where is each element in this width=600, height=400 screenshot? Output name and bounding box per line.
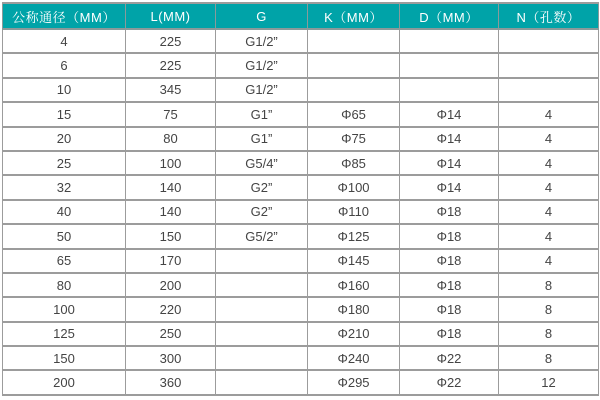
- cell-L: 140: [126, 175, 216, 199]
- cell-L: 225: [126, 29, 216, 53]
- cell-nominal-diameter: 150: [3, 346, 126, 370]
- cell-K: Φ160: [308, 273, 400, 297]
- cell-N: 4: [499, 224, 599, 248]
- cell-N: 4: [499, 249, 599, 273]
- cell-nominal-diameter: 25: [3, 151, 126, 175]
- cell-nominal-diameter: 50: [3, 224, 126, 248]
- cell-nominal-diameter: 80: [3, 273, 126, 297]
- cell-D: Φ18: [400, 273, 499, 297]
- cell-D: Φ22: [400, 370, 499, 395]
- table-row: [3, 175, 599, 199]
- table-row: [3, 151, 599, 175]
- cell-K: Φ145: [308, 249, 400, 273]
- cell-N: [499, 78, 599, 102]
- cell-G: G5/4”: [216, 151, 308, 175]
- cell-K: Φ180: [308, 297, 400, 321]
- cell-nominal-diameter: 20: [3, 127, 126, 151]
- cell-G: [216, 346, 308, 370]
- cell-K: Φ75: [308, 127, 400, 151]
- cell-G: [216, 273, 308, 297]
- cell-nominal-diameter: 4: [3, 29, 126, 53]
- cell-D: Φ14: [400, 175, 499, 199]
- cell-L: 100: [126, 151, 216, 175]
- cell-G: G1”: [216, 127, 308, 151]
- cell-N: 4: [499, 175, 599, 199]
- cell-nominal-diameter: 200: [3, 370, 126, 395]
- cell-N: 12: [499, 370, 599, 395]
- column-header-nominal-diameter: 公称通径（MM）: [3, 3, 126, 29]
- cell-L: 220: [126, 297, 216, 321]
- cell-L: 75: [126, 102, 216, 126]
- cell-D: [400, 29, 499, 53]
- cell-G: G1”: [216, 102, 308, 126]
- cell-N: [499, 29, 599, 53]
- cell-K: Φ240: [308, 346, 400, 370]
- table-row: [3, 273, 599, 297]
- cell-D: Φ14: [400, 127, 499, 151]
- cell-L: 150: [126, 224, 216, 248]
- cell-nominal-diameter: 65: [3, 249, 126, 273]
- table-header-row: [3, 3, 599, 29]
- cell-L: 140: [126, 200, 216, 224]
- table-row: [3, 346, 599, 370]
- cell-K: [308, 29, 400, 53]
- cell-G: G2”: [216, 200, 308, 224]
- cell-N: 8: [499, 273, 599, 297]
- column-header-N: N（孔数）: [499, 3, 599, 29]
- table-row: [3, 127, 599, 151]
- cell-G: [216, 297, 308, 321]
- cell-N: [499, 53, 599, 77]
- cell-D: [400, 78, 499, 102]
- table-row: [3, 29, 599, 53]
- cell-nominal-diameter: 125: [3, 322, 126, 346]
- cell-G: G1/2”: [216, 29, 308, 53]
- cell-L: 80: [126, 127, 216, 151]
- cell-N: 4: [499, 151, 599, 175]
- cell-K: [308, 53, 400, 77]
- cell-G: G5/2”: [216, 224, 308, 248]
- cell-D: Φ18: [400, 224, 499, 248]
- cell-D: Φ18: [400, 297, 499, 321]
- cell-nominal-diameter: 100: [3, 297, 126, 321]
- column-header-G: G: [216, 3, 308, 29]
- cell-N: 4: [499, 102, 599, 126]
- cell-D: Φ18: [400, 200, 499, 224]
- cell-L: 345: [126, 78, 216, 102]
- cell-N: 8: [499, 346, 599, 370]
- cell-D: Φ22: [400, 346, 499, 370]
- cell-G: [216, 322, 308, 346]
- cell-L: 170: [126, 249, 216, 273]
- cell-D: Φ14: [400, 151, 499, 175]
- table-row: [3, 249, 599, 273]
- cell-L: 300: [126, 346, 216, 370]
- table-row: [3, 322, 599, 346]
- column-header-K: K（MM）: [308, 3, 400, 29]
- cell-D: [400, 53, 499, 77]
- cell-L: 360: [126, 370, 216, 395]
- cell-N: 4: [499, 127, 599, 151]
- cell-L: 250: [126, 322, 216, 346]
- cell-L: 225: [126, 53, 216, 77]
- cell-L: 200: [126, 273, 216, 297]
- table-row: [3, 78, 599, 102]
- cell-nominal-diameter: 15: [3, 102, 126, 126]
- cell-K: Φ110: [308, 200, 400, 224]
- table-row: [3, 370, 599, 395]
- cell-D: Φ18: [400, 322, 499, 346]
- cell-N: 8: [499, 297, 599, 321]
- cell-K: Φ295: [308, 370, 400, 395]
- cell-K: Φ210: [308, 322, 400, 346]
- cell-G: [216, 249, 308, 273]
- cell-G: G2”: [216, 175, 308, 199]
- cell-K: Φ85: [308, 151, 400, 175]
- cell-G: [216, 370, 308, 395]
- cell-K: Φ100: [308, 175, 400, 199]
- cell-G: G1/2”: [216, 78, 308, 102]
- cell-nominal-diameter: 40: [3, 200, 126, 224]
- cell-D: Φ14: [400, 102, 499, 126]
- table-row: [3, 297, 599, 321]
- cell-nominal-diameter: 32: [3, 175, 126, 199]
- cell-N: 4: [499, 200, 599, 224]
- cell-D: Φ18: [400, 249, 499, 273]
- table-row: [3, 200, 599, 224]
- cell-nominal-diameter: 10: [3, 78, 126, 102]
- dimension-spec-table: [2, 2, 599, 396]
- cell-K: [308, 78, 400, 102]
- cell-G: G1/2”: [216, 53, 308, 77]
- cell-K: Φ125: [308, 224, 400, 248]
- cell-nominal-diameter: 6: [3, 53, 126, 77]
- cell-K: Φ65: [308, 102, 400, 126]
- column-header-D: D（MM）: [400, 3, 499, 29]
- table-row: [3, 53, 599, 77]
- table-row: [3, 224, 599, 248]
- table-row: [3, 102, 599, 126]
- column-header-L: L(MM): [126, 3, 216, 29]
- cell-N: 8: [499, 322, 599, 346]
